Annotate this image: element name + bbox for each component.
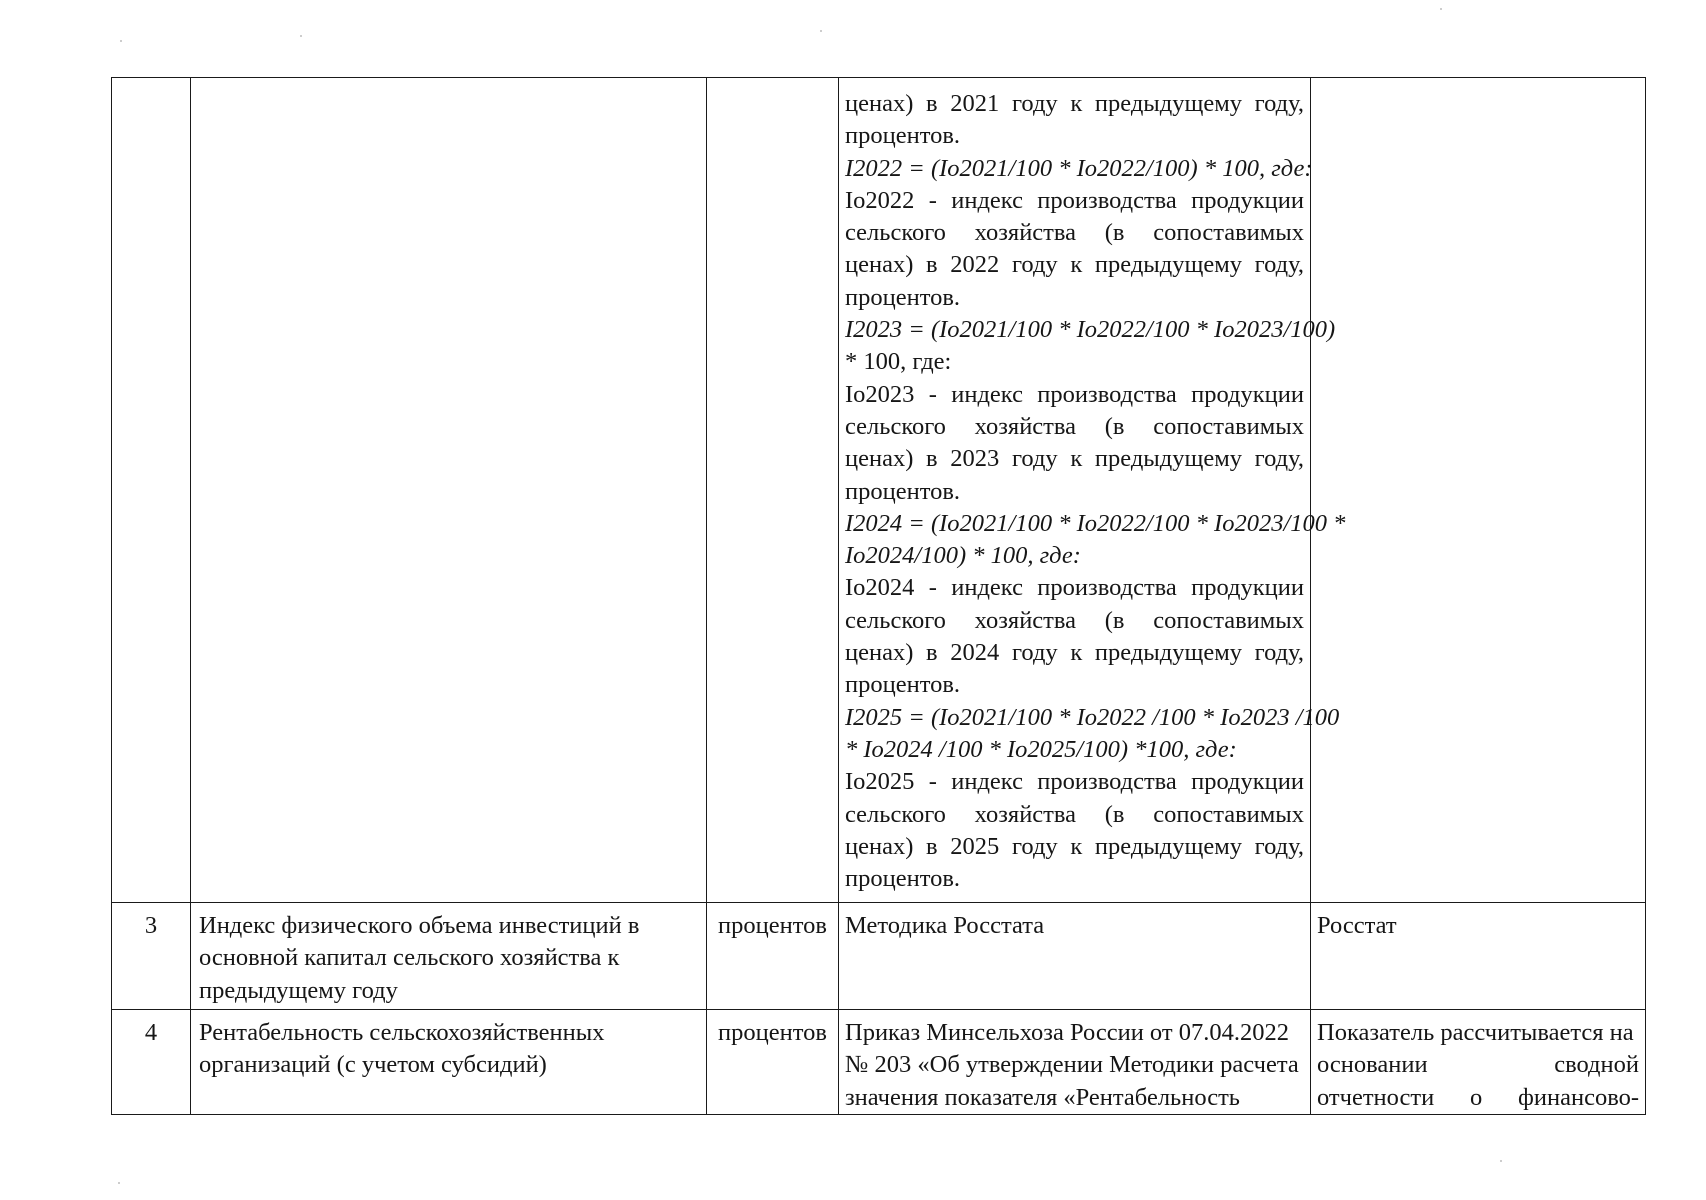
scan-speck [300,35,302,37]
indicator-unit: процентов [707,903,839,1010]
row-number: 4 [112,1010,191,1115]
data-source: Росстат [1311,903,1646,1010]
method-line: сельского хозяйства (в сопоставимых [845,219,1304,247]
table-row [112,903,1646,1010]
definition-2024: процентов. [845,671,961,699]
indicators-table [111,77,1646,1115]
row-number: 3 [112,903,191,1010]
formula-2023-cont: * 100, где: [845,348,952,376]
formula-2022: I2022 = (Iо2021/100 * Iо2022/100) * 100, где: [845,154,1313,182]
formula-2024-cont: Iо2024/100) * 100, где: [845,542,1081,570]
cell-unit-empty [707,78,839,903]
cell-method-continuation [839,78,1346,903]
table-row-continuation [112,78,1646,903]
method-line: процентов. [845,283,961,311]
definition-2024: ценах) в 2024 году к предыдущему году, [845,639,1304,667]
definition-2025: ценах) в 2025 году к предыдущему году, [845,832,1304,860]
definition-2023: сельского хозяйства (в сопоставимых [845,412,1304,440]
table-row [112,1010,1646,1115]
calculation-method: Методика Росстата [839,903,1311,1010]
formula-2025-cont: * Iо2024 /100 * Iо2025/100) *100, где: [845,735,1237,763]
definition-2023: Iо2023 - индекс производства продукции [845,380,1304,408]
scan-speck [1500,1160,1502,1162]
definition-2024: Iо2024 - индекс производства продукции [845,574,1304,602]
scan-speck [1440,8,1442,10]
scan-speck [820,30,822,32]
method-line: ценах) в 2021 году к предыдущему году, [845,90,1304,117]
data-source: Показатель рассчитывается на основании сводной отчетности о финансово- [1311,1010,1646,1115]
definition-2024: сельского хозяйства (в сопоставимых [845,606,1304,634]
scan-speck [120,40,122,42]
calculation-method: Приказ Минсельхоза России от 07.04.2022 № 203 «Об утверждении Методики расчета значения показателя «Рентабельность [839,1010,1311,1115]
formula-2025: I2025 = (Iо2021/100 * Iо2022 /100 * Iо2023 /100 [845,703,1340,731]
definition-2025: процентов. [845,865,961,893]
indicator-name: Рентабельность сельскохозяйственных организаций (с учетом субсидий) [191,1010,707,1115]
definition-2023: ценах) в 2023 году к предыдущему году, [845,445,1304,473]
cell-name-empty [191,78,707,903]
cell-source-empty [1311,78,1646,903]
scan-speck [118,1182,120,1184]
definition-2023: процентов. [845,477,961,505]
formula-2024: I2024 = (Iо2021/100 * Iо2022/100 * Iо2023/100 * [845,509,1346,537]
formula-2023: I2023 = (Iо2021/100 * Iо2022/100 * Iо2023/100) [845,316,1336,344]
method-line: Iо2022 - индекс производства продукции [845,186,1304,214]
method-line: ценах) в 2022 году к предыдущему году, [845,251,1304,279]
indicator-name: Индекс физического объема инвестиций в основной капитал сельского хозяйства к предыдущему году [191,903,707,1010]
method-line: процентов. [845,122,961,150]
cell-num-empty [112,78,191,903]
indicator-unit: процентов [707,1010,839,1115]
definition-2025: Iо2025 - индекс производства продукции [845,768,1304,796]
definition-2025: сельского хозяйства (в сопоставимых [845,800,1304,828]
